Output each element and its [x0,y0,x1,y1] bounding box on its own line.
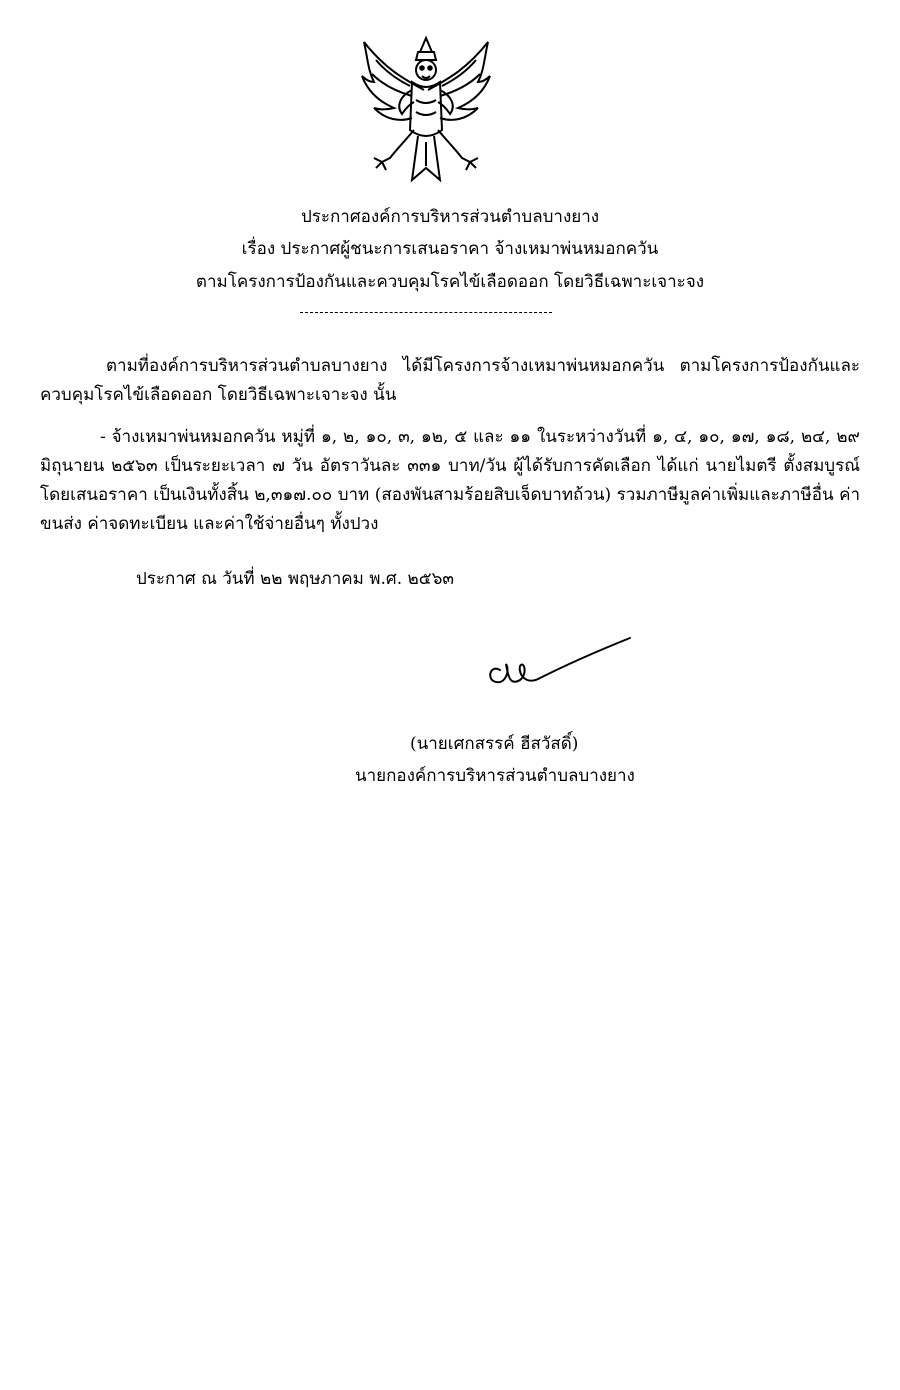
announcement-title: ประกาศองค์การบริหารส่วนตำบลบางยาง [300,207,600,227]
header-divider [300,312,552,313]
handwritten-signature [480,630,640,700]
signatory-name: (นายเศกสรรค์ ฮีสวัสดิ์) [410,734,579,754]
announcement-date: ประกาศ ณ วันที่ ๒๒ พฤษภาคม พ.ศ. ๒๕๖๓ [136,569,454,589]
garuda-emblem-icon [346,30,506,190]
announcement-subject: เรื่อง ประกาศผู้ชนะการเสนอราคา จ้างเหมาพ่นหมอกควัน [241,239,659,259]
body-paragraph-2: - จ้างเหมาพ่นหมอกควัน หมู่ที่ ๑, ๒, ๑๐, ๓, ๑๒, ๕ และ ๑๑ ในระหว่างวันที่ ๑, ๔, ๑๐, ๑๗, ๑๘, ๒๔, ๒๙ มิถุนายน ๒๕๖๓ เป็นระยะเวลา ๗ วัน อัตราวันละ ๓๓๑ บาท/วัน ผู้ได้รับการคัดเลือก ได้แก่ นายไมตรี ตั้งสมบูรณ์ โดยเสนอราคา เป็นเงินทั้งสิ้น ๒,๓๑๗.๐๐ บาท (สองพันสามร้อยสิบเจ็ดบาทถ้วน) รวมภาษีมูลค่าเพิ่มและภาษีอื่น ค่าขนส่ง ค่าจดทะเบียน และค่าใช้จ่ายอื่นๆ ทั้งปวง [40,427,860,534]
body-paragraph-1: ตามที่องค์การบริหารส่วนตำบลบางยาง ได้มีโครงการจ้างเหมาพ่นหมอกควัน ตามโครงการป้องกันและควบคุมโรคไข้เลือดออก โดยวิธีเฉพาะเจาะจง นั้น [40,356,860,405]
announcement-project: ตามโครงการป้องกันและควบคุมโรคไข้เลือดออก โดยวิธีเฉพาะเจาะจง [195,272,705,292]
signatory-position: นายกองค์การบริหารส่วนตำบลบางยาง [355,766,635,786]
